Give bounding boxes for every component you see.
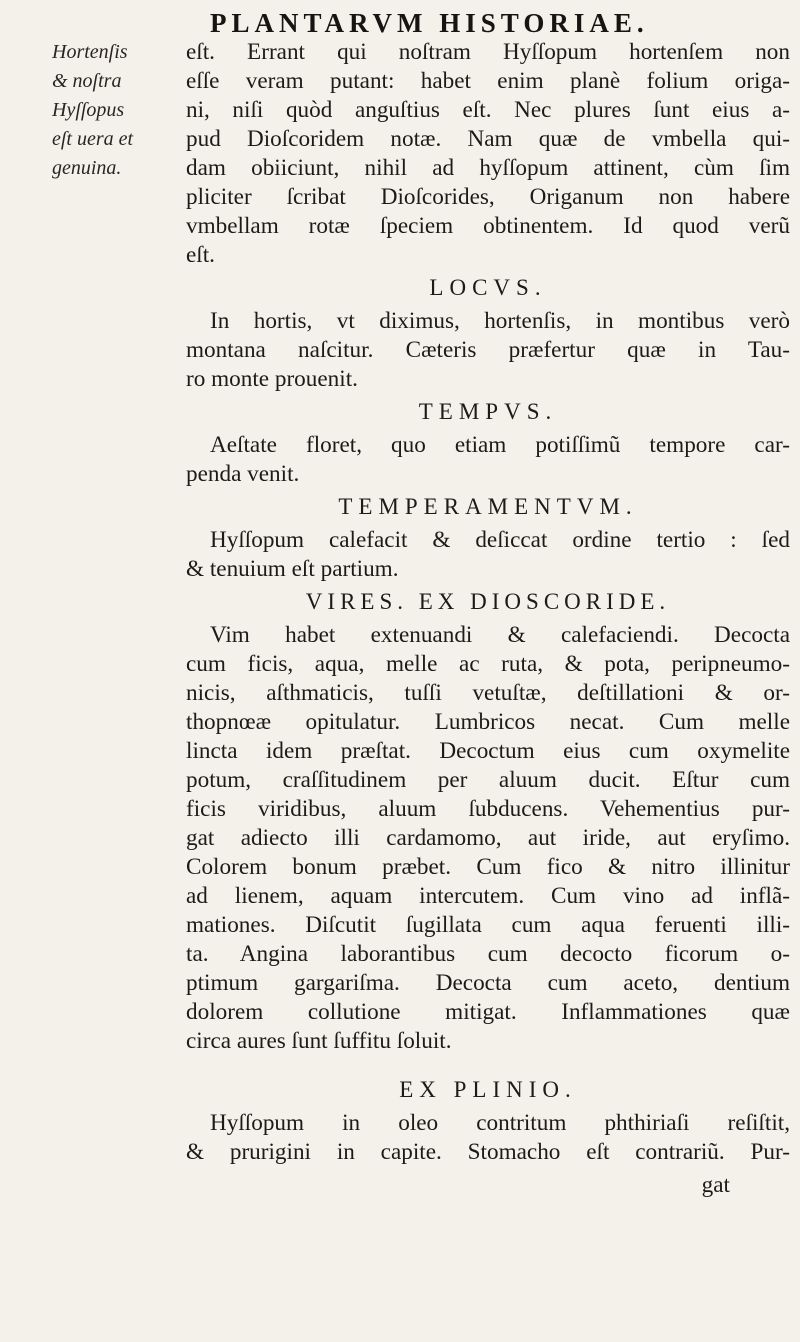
text-line: Hyſſopum calefacit & deſiccat ordine tertio : ſed — [210, 527, 790, 553]
text-line: circa aures ſunt ſuffitu ſoluit. — [186, 1028, 452, 1054]
text-line: penda venit. — [186, 461, 300, 487]
paragraph-hortensis — [186, 38, 790, 270]
catchword: gat — [701, 1172, 730, 1198]
text-line: ro monte prouenit. — [186, 366, 358, 392]
text-line: ficis viridibus, aluum ſubducens. Vehementius pur- — [186, 796, 790, 822]
text-line: Vim habet extenuandi & calefaciendi. Decocta — [210, 622, 790, 648]
text-line: lincta idem præſtat. Decoctum eius cum oxymelite — [186, 738, 790, 764]
text-line: In hortis, vt diximus, hortenſis, in montibus verò — [210, 308, 790, 334]
text-line: Aeſtate floret, quo etiam potiſſimũ tempore car- — [210, 432, 790, 458]
main-text-column — [186, 38, 790, 1200]
margin-note: & noſtra — [52, 70, 122, 92]
section-heading-tempus: TEMPVS. — [418, 399, 558, 424]
text-line: Hyſſopum in oleo contritum phthiriaſi reſiſtit, — [210, 1110, 790, 1136]
text-line: ta. Angina laborantibus cum decocto ficorum o- — [186, 941, 790, 967]
text-line: & prurigini in capite. Stomacho eſt contrariũ. Pur- — [186, 1139, 790, 1165]
text-line: cum ficis, aqua, melle ac ruta, & pota, peripneumo- — [186, 651, 790, 677]
text-line: dolorem collutione mitigat. Inflammationes quæ — [186, 999, 790, 1025]
paragraph-vires — [186, 621, 790, 1056]
paragraph-tempus — [186, 431, 790, 489]
paragraph-plinio — [186, 1109, 790, 1167]
text-line: eſſe veram putant: habet enim planè folium origa- — [186, 68, 790, 94]
section-heading-temperamentum: TEMPERAMENTVM. — [338, 494, 638, 519]
section-heading-plinio: EX PLINIO. — [399, 1077, 577, 1102]
margin-note: Hortenſis — [52, 41, 128, 63]
margin-note: Hyſſopus — [52, 99, 125, 121]
text-line: pliciter ſcribat Dioſcorides, Origanum non habere — [186, 184, 790, 210]
text-line: Colorem bonum præbet. Cum fico & nitro illinitur — [186, 854, 790, 880]
text-line: eſt. Errant qui noſtram Hyſſopum hortenſem non — [186, 39, 790, 65]
text-line: gat adiecto illi cardamomo, aut iride, aut eryſimo. — [186, 825, 790, 851]
paragraph-locus — [186, 307, 790, 394]
text-line: mationes. Diſcutit ſugillata cum aqua feruenti illi- — [186, 912, 790, 938]
margin-note: eſt uera et — [52, 128, 134, 150]
paragraph-temperamentum — [186, 526, 790, 584]
text-line: ni, niſi quòd anguſtius eſt. Nec plures ſunt eius a- — [186, 97, 790, 123]
section-heading-vires: VIRES. EX DIOSCORIDE. — [305, 589, 671, 614]
text-line: ptimum gargariſma. Decocta cum aceto, dentium — [186, 970, 790, 996]
text-line: eſt. — [186, 242, 215, 268]
text-line: & tenuium eſt partium. — [186, 556, 399, 582]
text-line: pud Dioſcoridem notæ. Nam quæ de vmbella qui- — [186, 126, 790, 152]
text-line: nicis, aſthmaticis, tuſſi vetuſtæ, deſtillationi & or- — [186, 680, 790, 706]
section-heading-locus: LOCVS. — [429, 275, 547, 300]
text-line: montana naſcitur. Cæteris præfertur quæ in Tau- — [186, 337, 790, 363]
text-line: thopnœæ opitulatur. Lumbricos necat. Cum melle — [186, 709, 790, 735]
margin-notes — [52, 38, 184, 183]
text-line: dam obiiciunt, nihil ad hyſſopum attinent, cùm ſim — [186, 155, 790, 181]
text-line: potum, craſſitudinem per aluum ducit. Eſtur cum — [186, 767, 790, 793]
running-head: PLANTARVM HISTORIAE. — [210, 8, 649, 38]
text-line: ad lienem, aquam intercutem. Cum vino ad inflã- — [186, 883, 790, 909]
margin-note: genuina. — [52, 157, 122, 179]
text-line: vmbellam rotæ ſpeciem obtinentem. Id quod verũ — [186, 213, 790, 239]
spacer — [186, 1056, 790, 1072]
